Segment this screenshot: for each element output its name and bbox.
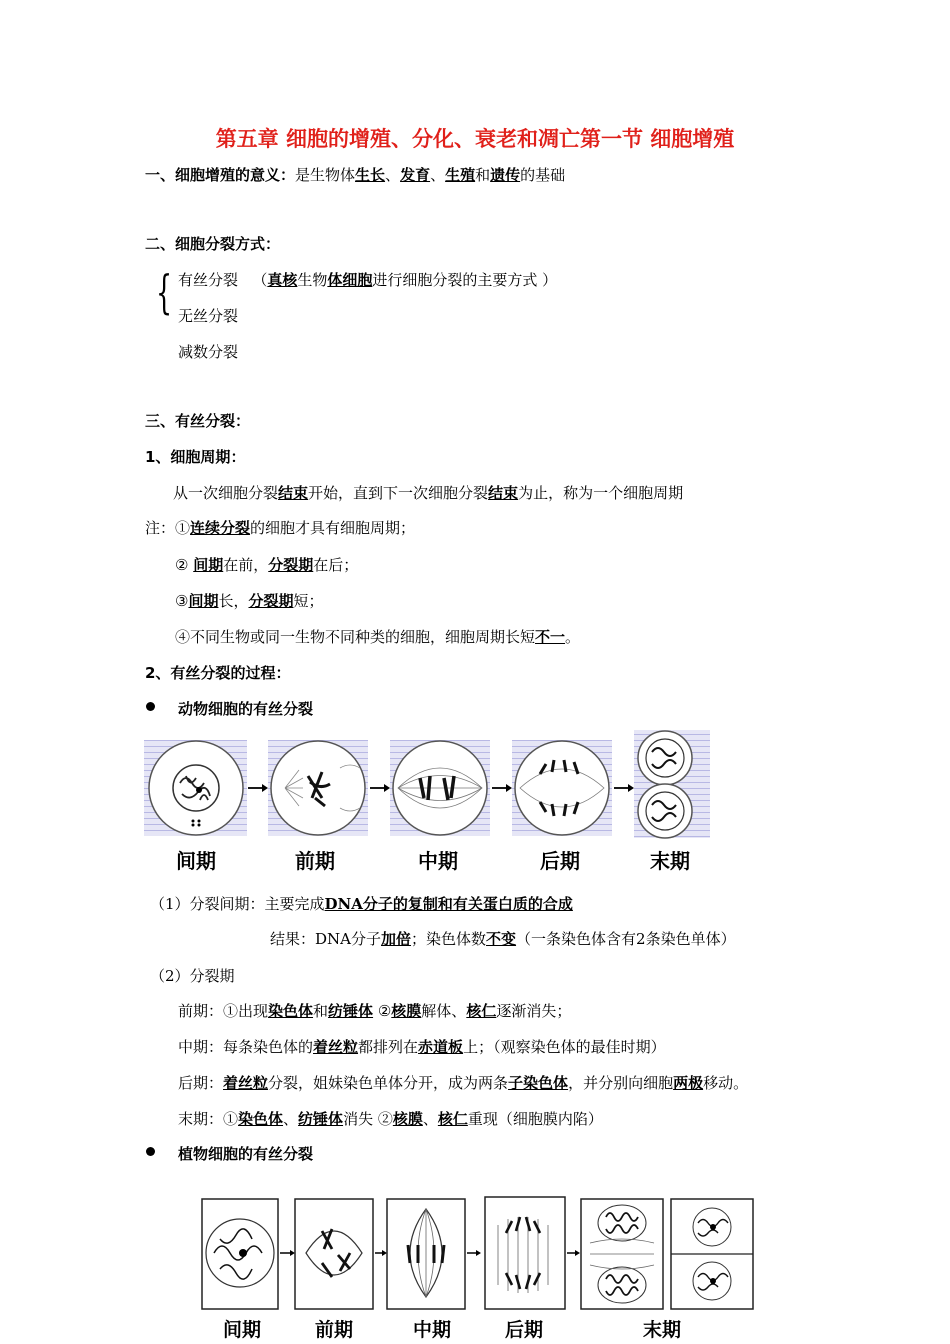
- plant-heading: 植物细胞的有丝分裂: [178, 1145, 314, 1163]
- plant-stage-interphase: 间期: [223, 1319, 262, 1341]
- bullet-icon: [146, 702, 155, 711]
- animal-stage-prophase: 前期: [295, 849, 335, 873]
- division-mode-meiosis: 减数分裂: [178, 343, 239, 361]
- animal-anaphase-cell: [512, 740, 612, 836]
- plant-anaphase-cell: [485, 1197, 565, 1309]
- plant-mitosis-figure: [198, 1195, 758, 1313]
- cell-cycle-heading: 1、细胞周期：: [145, 448, 246, 466]
- plant-stage-anaphase: 后期: [505, 1319, 544, 1341]
- animal-metaphase-cell: [390, 740, 490, 836]
- anaphase-description: 后期：着丝粒分裂，姐妹染色单体分开，成为两条子染色体，并分别向细胞两极移动。: [178, 1074, 749, 1092]
- interphase-description: （1）分裂间期：主要完成DNA分子的复制和有关蛋白质的合成: [150, 895, 573, 913]
- section-3-heading: 三、有丝分裂：: [145, 412, 251, 430]
- process-heading: 2、有丝分裂的过程：: [145, 664, 291, 682]
- plant-late-telophase-cell: [581, 1199, 663, 1309]
- division-mode-mitosis: 有丝分裂 （真核生物体细胞进行细胞分裂的主要方式 ）: [178, 271, 558, 289]
- animal-stage-telophase: 末期: [650, 849, 690, 873]
- section-1-line: 一、细胞增殖的意义：是生物体生长、发育、生殖和遗传的基础: [145, 166, 566, 184]
- note-2: ② 间期在前，分裂期在后；: [175, 556, 359, 574]
- plant-stage-prophase: 前期: [315, 1319, 354, 1341]
- brace: {: [156, 265, 173, 319]
- interphase-result: 结果：DNA分子加倍；染色体数不变（一条染色体含有2条染色单体）: [270, 930, 736, 948]
- note-1: 注：①连续分裂的细胞才具有细胞周期；: [145, 519, 416, 537]
- section-1-heading: 一、细胞增殖的意义：: [145, 166, 296, 184]
- animal-stage-metaphase: 中期: [418, 849, 458, 873]
- note-4: ④不同生物或同一生物不同种类的细胞，细胞周期长短不一。: [175, 628, 581, 646]
- plant-prophase-cell: [295, 1199, 373, 1309]
- division-mode-amitosis: 无丝分裂: [178, 307, 239, 325]
- section-2-heading: 二、细胞分裂方式：: [145, 235, 281, 253]
- animal-stage-anaphase: 后期: [540, 849, 580, 873]
- animal-stage-interphase: 间期: [176, 849, 216, 873]
- plant-interphase-cell: [202, 1199, 278, 1309]
- plant-telophase-cell: [671, 1199, 753, 1309]
- prophase-description: 前期：①出现染色体和纺锤体 ②核膜解体、核仁逐渐消失；: [178, 1002, 572, 1020]
- bullet-icon: [146, 1147, 155, 1156]
- animal-prophase-cell: [268, 740, 368, 836]
- cell-cycle-definition: 从一次细胞分裂结束开始，直到下一次细胞分裂结束为止，称为一个细胞周期: [173, 484, 684, 502]
- note-3: ③间期长，分裂期短；: [175, 592, 324, 610]
- plant-stage-telophase: 末期: [643, 1319, 682, 1341]
- plant-metaphase-cell: [387, 1199, 465, 1309]
- page-title: 第五章 细胞的增殖、分化、衰老和凋亡第一节 细胞增殖: [215, 127, 735, 151]
- plant-stage-metaphase: 中期: [413, 1319, 452, 1341]
- animal-telophase-cell: [634, 730, 710, 838]
- metaphase-description: 中期：每条染色体的着丝粒都排列在赤道板上；（观察染色体的最佳时期）: [178, 1038, 666, 1056]
- animal-heading: 动物细胞的有丝分裂: [178, 700, 314, 718]
- telophase-description: 末期：①染色体、纺锤体消失 ②核膜、核仁重现（细胞膜内陷）: [178, 1110, 603, 1128]
- animal-interphase-cell: [144, 740, 247, 836]
- division-phase-heading: （2）分裂期: [150, 967, 235, 985]
